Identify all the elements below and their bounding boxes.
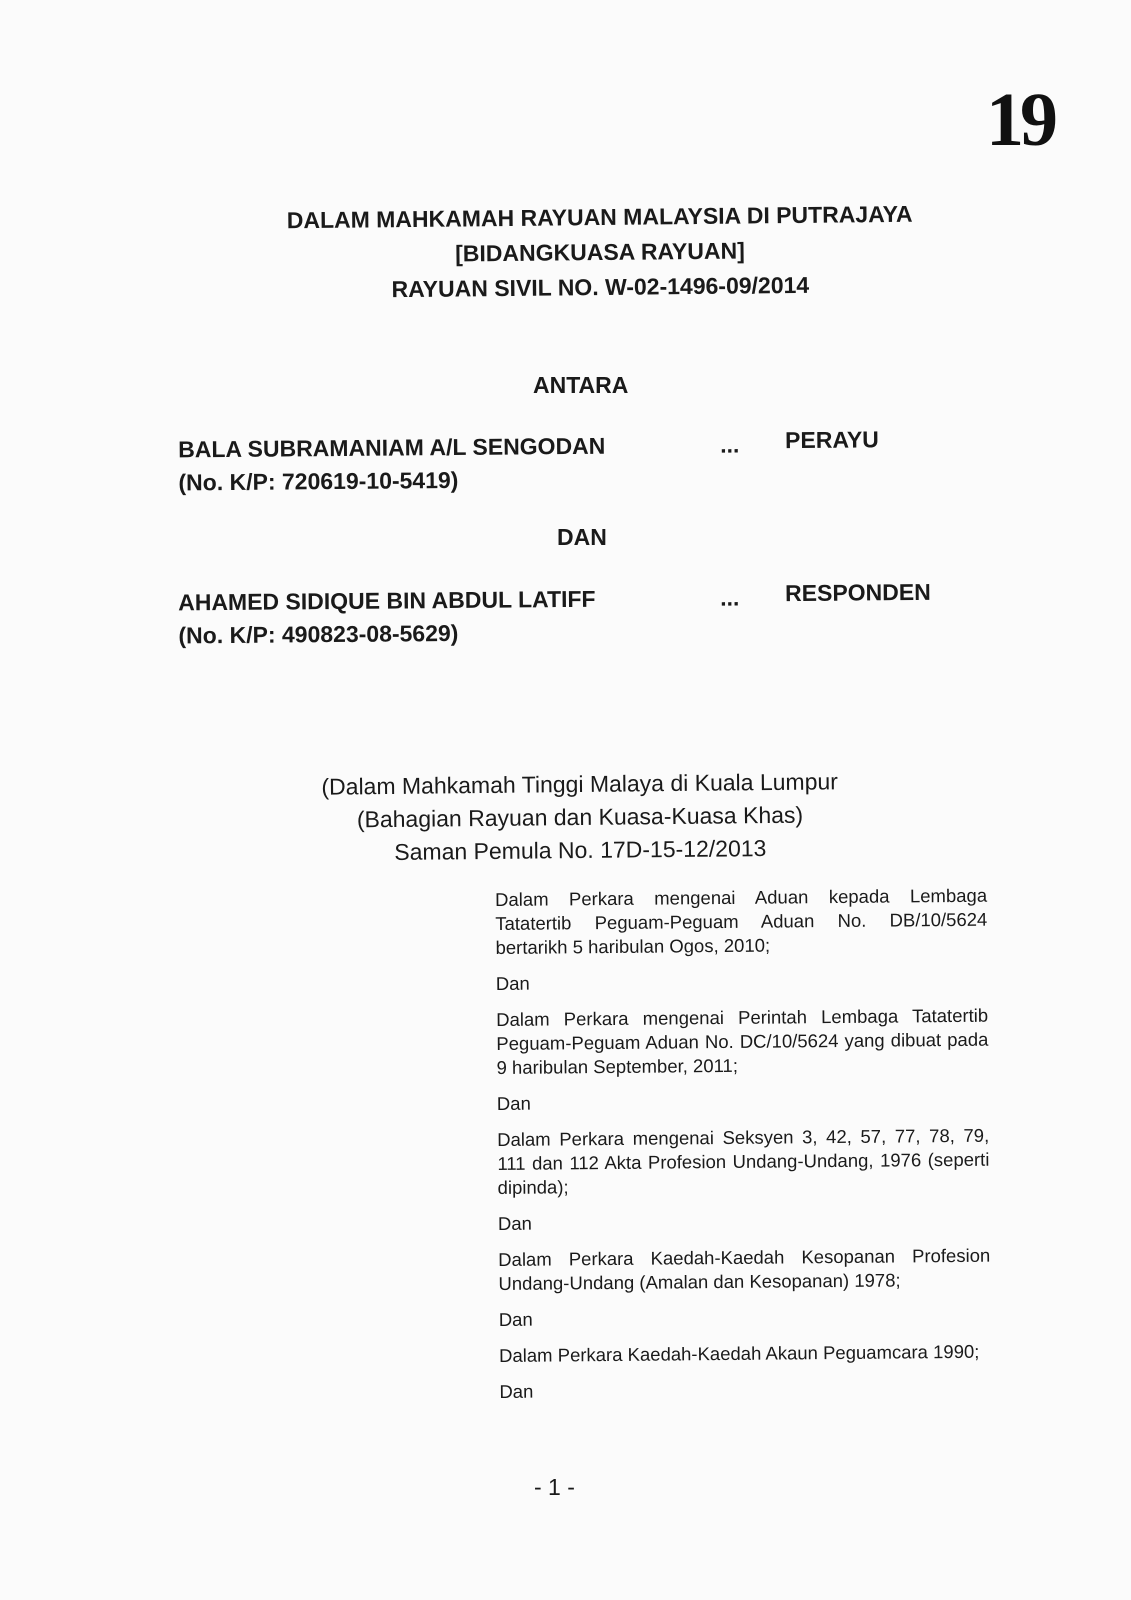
appellant-role: PERAYU xyxy=(784,426,879,454)
dan-label: Dan xyxy=(497,1212,532,1234)
dan-label: Dan xyxy=(498,1308,533,1330)
appellant-name: BALA SUBRAMANIAM A/L SENGODAN xyxy=(178,432,606,463)
matter-item: Dalam Perkara Kaedah-Kaedah Kesopanan Profesion Undang-Undang (Amalan dan Kesopanan) 1978; xyxy=(498,1244,991,1294)
matters-list xyxy=(495,884,992,1416)
case-heading xyxy=(219,196,980,309)
page-stamp-number: 19 xyxy=(986,78,1054,162)
respondent-name: AHAMED SIDIQUE BIN ABDUL LATIFF xyxy=(178,585,596,616)
respondent-ic: (No. K/P: 490823-08-5629) xyxy=(178,619,459,649)
party-appellant xyxy=(178,426,958,496)
appeal-number: RAYUAN SIVIL NO. W-02-1496-09/2014 xyxy=(391,271,810,303)
respondent-dots: ... xyxy=(720,584,740,611)
matter-item: Dalam Perkara mengenai Aduan kepada Lembaga Tatatertib Peguam-Peguam Aduan No. DB/10/5624 bertarikh 5 haribulan Ogos, 2010; xyxy=(495,884,988,958)
page-number: - 1 - xyxy=(534,1474,575,1500)
lower-court-line-3: Saman Pemula No. 17D-15-12/2013 xyxy=(394,835,767,865)
lower-court-block xyxy=(279,765,880,870)
matter-item: Dalam Perkara mengenai Perintah Lembaga Tatatertib Peguam-Peguam Aduan No. DC/10/5624 yang dibuat pada 9 haribulan September, 2011; xyxy=(496,1004,989,1078)
lower-court-line-1: (Dalam Mahkamah Tinggi Malaya di Kuala Lumpur xyxy=(321,768,839,800)
matter-item: Dalam Perkara Kaedah-Kaedah Akaun Peguamcara 1990; xyxy=(498,1340,980,1366)
lower-court-line-2: (Bahagian Rayuan dan Kuasa-Kuasa Khas) xyxy=(356,801,804,833)
dan-label: Dan xyxy=(499,1380,534,1402)
appellant-dots: ... xyxy=(720,431,740,458)
appellant-ic: (No. K/P: 720619-10-5419) xyxy=(178,466,459,496)
party-respondent xyxy=(178,578,958,649)
dan-label: Dan xyxy=(495,972,530,994)
matter-item: Dalam Perkara mengenai Seksyen 3, 42, 57, 77, 78, 79, 111 dan 112 Akta Profesion Undang-Undang, 1976 (seperti dipinda); xyxy=(497,1124,990,1198)
court-name: DALAM MAHKAMAH RAYUAN MALAYSIA DI PUTRAJAYA xyxy=(286,200,913,234)
jurisdiction: [BIDANGKUASA RAYUAN] xyxy=(455,237,745,267)
antara-label: ANTARA xyxy=(533,372,629,398)
dan-label: Dan xyxy=(496,1092,531,1114)
dan-separator: DAN xyxy=(557,524,607,550)
respondent-role: RESPONDEN xyxy=(784,578,931,607)
